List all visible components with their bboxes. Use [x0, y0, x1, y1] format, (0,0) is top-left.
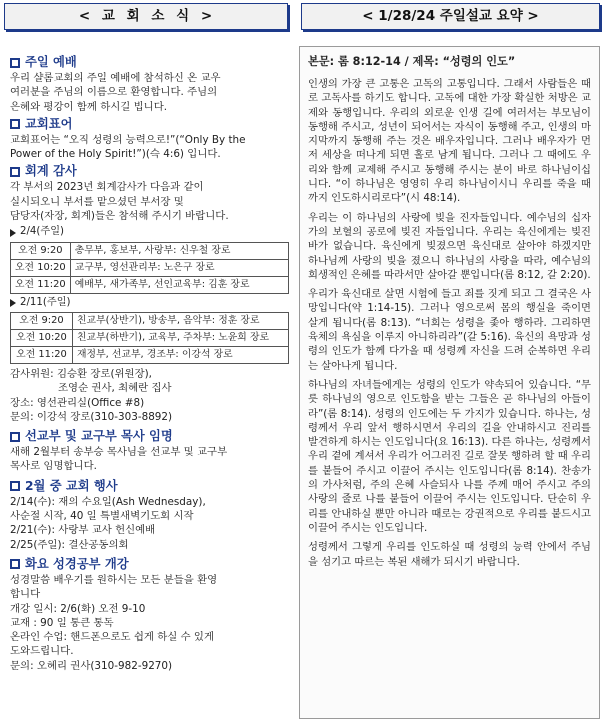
square-bullet-icon — [10, 559, 20, 569]
sermon-summary-banner — [301, 3, 600, 30]
motto-line: Power of the Holy Spirit!”)(슥 4:6) 입니다. — [10, 148, 221, 161]
bible-study-line: 문의: 오혜리 권사(310-982-9270) — [10, 659, 173, 672]
church-news-column — [4, 46, 293, 719]
worship-line: 여러분을 주님의 이름으로 환영합니다. 주님의 — [10, 86, 218, 99]
sermon-paragraph: 우리가 육신대로 살면 시험에 들고 죄를 짓게 되고 그 결국은 사망입니다(약 1:14-15). 그러나 영으로써 몸의 행실을 죽이면 살게 됩니다(롬 8:13). “너희는 성령을 좇아 행하라. 그리하면 육체의 욕심을 이루지 아니하리라”(갈 5:16). 육신의 욕망과 성령의 인도가 함께 다가올 때 성령께 자신을 드려 순복하면 우리는 살아나게 됩니다. — [308, 288, 591, 372]
events-line: 2/14(수): 재의 수요일(Ash Wednesday), — [10, 495, 206, 508]
sermon-paragraph: 인생의 가장 큰 고통은 고독의 고통입니다. 그래서 사람들은 때로 고독사를 하기도 합니다. 고독에 대한 가장 확실한 처방은 교제와 동행입니다. 우리의 외로운 인생 길에 여러서는 부모님이 동행해 주시고, 성년이 되어서는 자식이 동행해 주고, 인생의 마지막까지 동행해 주는 것은 배우자입니다. 그러나 배우자가 먼저 세상을 떠나게 되면 홀로 남게 됩니다. 그러나 그 때에도 우리와 함께 교제해 주시고 동행해 주시는 분이 바로 하나님이십니다. “이 하나님은 영영히 우리 하나님이시니 우리를 죽을 때까지 인도하시리로다”(시 48:14). — [308, 78, 591, 205]
square-bullet-icon — [10, 119, 20, 129]
bible-study-line: 교재 : 90 일 통큰 통독 — [10, 616, 114, 629]
audit-line: 실시되오니 부서를 맡으셨던 부서장 및 — [10, 195, 184, 208]
audit-place: 장소: 영선관리실(Office #8) — [10, 396, 145, 409]
sermon-heading: 본문: 롬 8:12-14 / 제목: “성령의 인도” — [308, 55, 516, 68]
table-row: 오전 9:20 친교부(상반기), 방송부, 음악부: 정훈 장로 — [11, 312, 289, 329]
worship-line: 은혜와 평강이 함께 하시길 빕니다. — [10, 100, 168, 113]
sermon-paragraph: 우리는 이 하나님의 사랑에 빚을 진자들입니다. 예수님의 십자가의 보혈의 공로에 빚진 자들입니다. 우리는 육신에게는 빚진 바가 없습니다. 육신에게 빚졌으면 육신대로 살아야 하겠지만 하나님께 사랑의 빚을 졌으니 하나님의 사랑을 따라, 예수님의 희생적인 은혜를 따라서만 살아갈 뿐입니다(롬 8:12, 갈 2:20). — [308, 211, 591, 281]
square-bullet-icon — [10, 481, 20, 491]
church-news-banner — [4, 3, 288, 30]
events-line: 2/21(수): 사랑부 교사 헌신예배 — [10, 524, 156, 537]
bible-study-line: 도와드립니다. — [10, 645, 74, 658]
table-row: 오전 11:20 재정부, 선교부, 경조부: 이강석 장로 — [11, 346, 289, 363]
motto-line: 교회표어는 “오직 성령의 능력으로!”(“Only By the — [10, 133, 246, 146]
table-row: 오전 10:20 친교부(하반기), 교육부, 주차부: 노윤희 장로 — [11, 329, 289, 346]
appoint-line: 새해 2월부터 송부승 목사님을 선교부 및 교구부 — [10, 446, 228, 459]
audit-schedule-table-1 — [10, 242, 289, 294]
bible-study-section-title: 화요 성경공부 개강 — [10, 556, 289, 573]
table-row: 오전 9:20 총무부, 홍보부, 사랑부: 신우철 장로 — [11, 242, 289, 259]
bible-study-line: 성경말씀 배우기를 원하시는 모든 분들을 환영 — [10, 573, 218, 586]
bible-study-line: 온라인 수업: 핸드폰으로도 쉽게 하실 수 있게 — [10, 631, 214, 644]
triangle-bullet-icon — [10, 299, 16, 307]
audit-schedule-table-2 — [10, 312, 289, 364]
events-section-title: 2월 중 교회 행사 — [10, 478, 289, 495]
audit-inspectors: 감사위원: 김승환 장로(위원장), — [10, 367, 152, 380]
worship-line: 우리 샬롬교회의 주일 예배에 참석하신 온 교우 — [10, 72, 221, 84]
events-line: 사순절 시작, 40 일 특별새벽기도회 시작 — [10, 510, 194, 523]
worship-section-title: 주일 예배 — [10, 54, 289, 71]
audit-inspectors-cont: 조영순 권사, 최혜란 집사 — [58, 382, 172, 395]
audit-date-2: 2/11(주일) — [10, 296, 289, 310]
sermon-summary-title: < 1/28/24 주일설교 요약 > — [362, 8, 539, 25]
sermon-paragraph: 성령께서 그렇게 우리를 인도하실 때 성령의 능력 안에서 주님을 섬기고 따르는 복된 새해가 되시기 바랍니다. — [308, 541, 591, 568]
sermon-summary-column — [299, 46, 600, 719]
bible-study-line: 개강 일시: 2/6(화) 오전 9-10 — [10, 602, 146, 615]
appoint-section-title: 선교부 및 교구부 목사 임명 — [10, 428, 289, 445]
square-bullet-icon — [10, 167, 20, 177]
audit-line: 담당자(자장, 회계)들은 참석해 주시기 바랍니다. — [10, 210, 229, 223]
events-line: 2/25(주일): 결산공동의회 — [10, 538, 129, 551]
audit-date-1: 2/4(주일) — [10, 225, 289, 239]
square-bullet-icon — [10, 432, 20, 442]
table-row: 오전 11:20 예배부, 새가족부, 선인교육부: 김훈 장로 — [11, 276, 289, 293]
bible-study-line: 합니다 — [10, 588, 41, 601]
table-row: 오전 10:20 교구부, 영선관리부: 노은구 장로 — [11, 259, 289, 276]
audit-contact: 문의: 이강석 장로(310-303-8892) — [10, 410, 173, 423]
triangle-bullet-icon — [10, 229, 16, 237]
audit-section-title: 회계 감사 — [10, 163, 289, 180]
appoint-line: 목사로 임명합니다. — [10, 460, 97, 473]
motto-section-title: 교회표어 — [10, 116, 289, 133]
church-news-title: < 교 회 소 식 > — [78, 8, 214, 25]
audit-line: 각 부서의 2023년 회계감사가 다음과 같이 — [10, 181, 204, 194]
sermon-paragraph: 하나님의 자녀들에게는 성령의 인도가 약속되어 있습니다. “무릇 하나님의 영으로 인도함을 받는 그들은 곧 하나님의 아들이라”(롬 8:14). 성령의 인도에는 두 가지가 있습니다. 하나는, 성령께서 우리 앞서 행하시면서 우리의 길을 안내하시고 진리를 발견하게 하시는 인도입니다(요 16:13). 다른 하나는, 성령께서 우리 곁에 계셔서 우리가 어그러진 길로 잘못 행하려 할 때 우리를 붙들어 주시고 이끌어 주시는 인도입니다(롬 8:14). 찬송가의 가사처럼, 주의 은혜 사슬되사 나를 주께 매어 주시고 주의 사랑의 줄로 나를 붙들어 이끌어 주시는 인도입니다. 단순히 우리를 안내하실 뿐만 아니라 때로는 강권적으로 우리를 붙드시고 이끌어 주시는 인도입니다. — [308, 378, 591, 534]
square-bullet-icon — [10, 58, 20, 68]
